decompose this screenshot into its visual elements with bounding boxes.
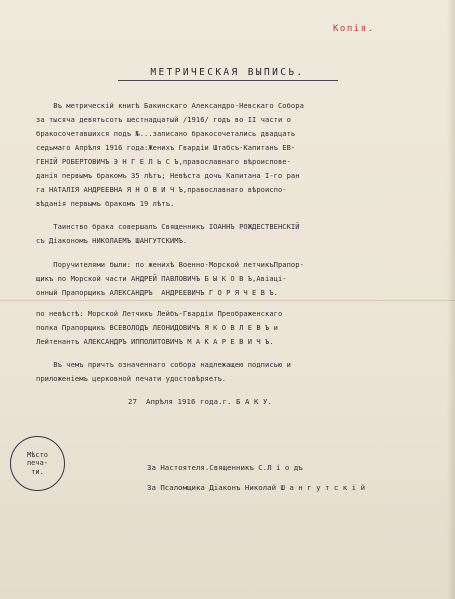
- text-line: Поручителями были: по женихѣ Военно-Морской летчикъПрапор-: [36, 260, 304, 269]
- text-line: по невѣстѣ: Морской Летчикъ Лейбъ-Гвардіи Преображенскаго: [36, 309, 283, 318]
- text-line: данія первымъ бракомъ 35 лѣтъ; Невѣста дочь Капитана I-го ран: [36, 171, 300, 180]
- copy-mark: Копія.: [333, 24, 375, 34]
- text-line: седьмаго Апрѣля 1916 года:Женихъ Гвардіи Штабсъ-Капитанъ ЕВ-: [36, 143, 296, 152]
- text-line: га НАТАЛІЯ АНДРЕЕВНА Я Н О В И Ч Ъ,православнаго вѣроиспо-: [36, 185, 287, 194]
- title-underline: [118, 80, 338, 81]
- text-line: за тысяча девятьсотъ шестнадцатый /1916/ годъ во II части о: [36, 115, 291, 124]
- text-line: приложеніемъ церковной печати удостовѣряетъ.: [36, 374, 227, 383]
- text-line: Въ чемъ причтъ означеннаго собора надлежащею подписью и: [36, 360, 291, 369]
- date-line: 27 Апрѣля 1916 года.г. Б А К У.: [128, 397, 272, 406]
- text-line: вѣданія первымъ бракомъ 19 лѣтъ.: [36, 199, 175, 208]
- text-line: щикъ по Морской части АНДРЕЙ ПАВЛОВИЧЪ Б Ы К О В Ъ,Авіаці-: [36, 274, 287, 283]
- seal-text-line: печа-: [26, 459, 49, 468]
- paper-fold: [0, 300, 455, 301]
- text-line: бракосочетавшихся подъ №...записано бракосочетались двадцать: [36, 129, 296, 138]
- seal-text-line: ти.: [31, 467, 44, 476]
- document-title: МЕТРИЧЕСКАЯ ВЫПИСЬ.: [150, 67, 305, 78]
- signature-rector: За Настоятеля.Священникъ С.Л і о дъ: [147, 463, 303, 472]
- text-line: съ Діакономъ НИКОЛАЕМЪ ШАНГУТСКИМЪ.: [36, 236, 188, 245]
- seal-text-line: Мѣсто: [26, 450, 49, 459]
- text-line: онный Прапорщикъ АЛЕКСАНДРЪ АНДРЕЕВИЧЪ Г О Р Я Ч Е В Ъ.: [36, 288, 278, 297]
- text-line: ГЕНІЙ РОБЕРТОВИЧЪ Э Н Г Е Л Ь С Ъ,православнаго вѣроиспове-: [36, 157, 291, 166]
- text-line: Лейтенантъ АЛЕКСАНДРЪ ИППОЛИТОВИЧЪ М А К А Р Е В И Ч Ъ.: [36, 337, 274, 346]
- seal-placeholder: [10, 436, 65, 491]
- signature-psalmist: За Псаломщика Діаконъ Николай Ш а н г у т с к і й: [147, 483, 366, 492]
- text-line: полка Прапорщикъ ВСЕВОЛОДЪ ЛЕОНИДОВИЧЪ Я К О В Л Е В Ъ и: [36, 323, 278, 332]
- text-line: Таинство брака совершалъ Священникъ ІОАННЪ РОЖДЕСТВЕНСКІЙ: [36, 222, 300, 231]
- text-line: Въ метрическій книгѣ Бакинскаго Александро-Невскаго Собора: [36, 101, 304, 110]
- paper-edge: [447, 0, 455, 599]
